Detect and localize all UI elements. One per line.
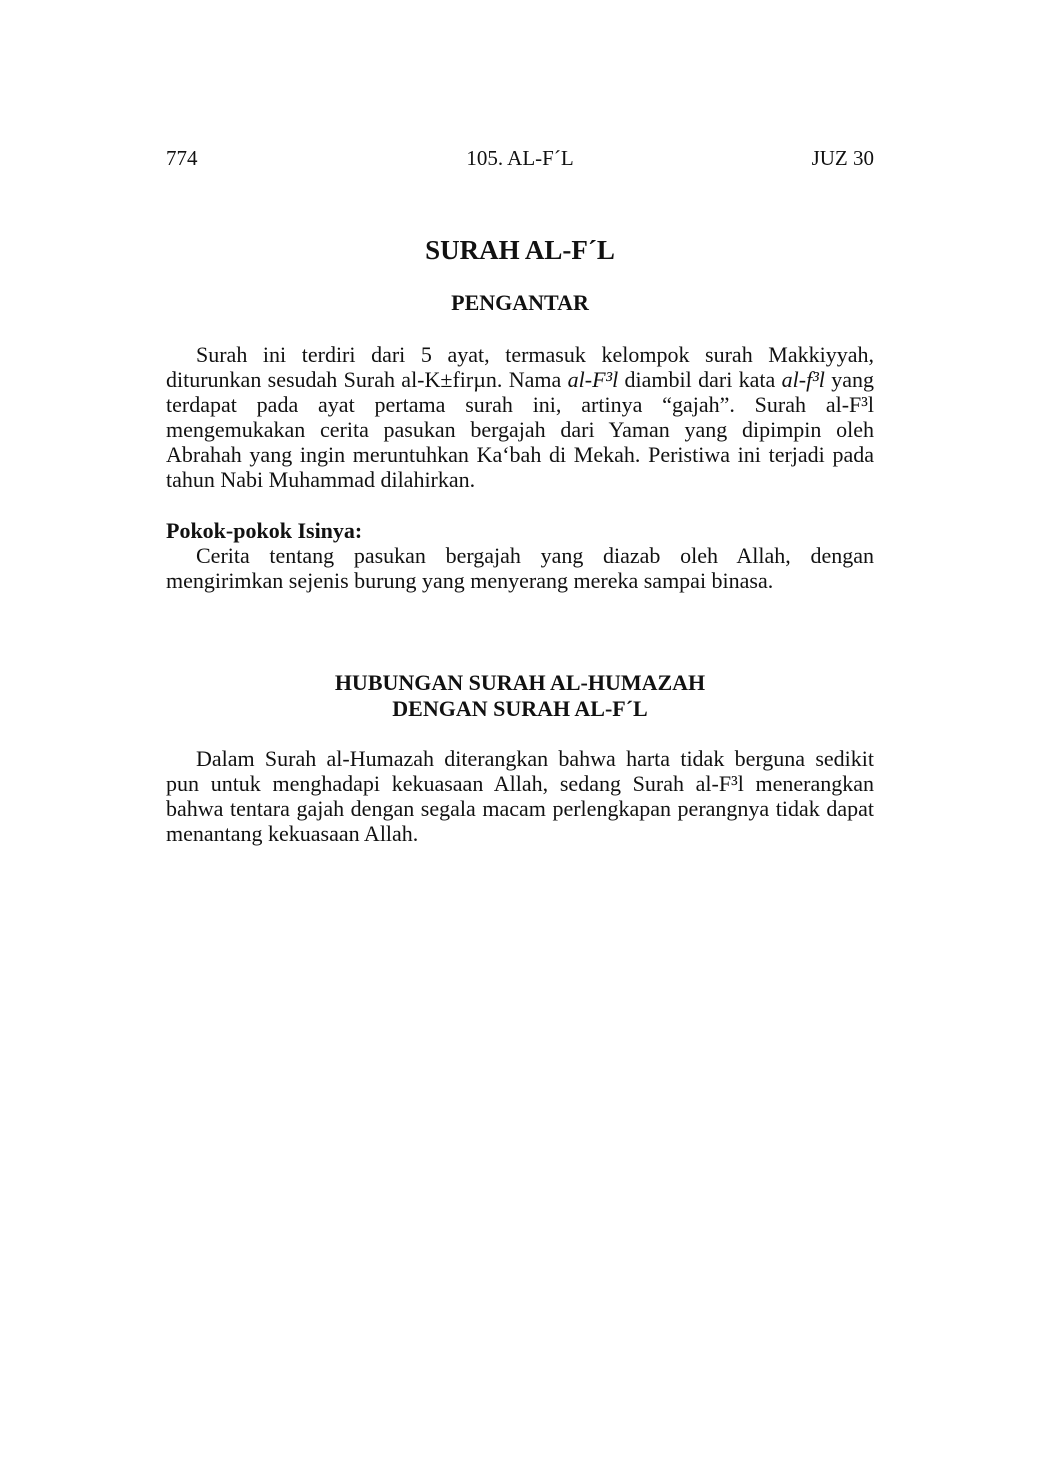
chapter-header: 105. AL-F´L <box>466 146 574 170</box>
intro-text-1: Surah ini terdiri dari 5 ayat, termasuk kelompok surah Makkiyyah, diturunkan sesudah Surah al-K±firµn. Nama <box>166 342 874 392</box>
contents-paragraph: Cerita tentang pasukan bergajah yang diazab oleh Allah, dengan mengirimkan sejenis burung yang menyerang mereka sampai binasa. <box>166 543 874 593</box>
running-header <box>166 143 874 173</box>
intro-italic-2: al-f³l <box>781 367 825 392</box>
contents-heading: Pokok-pokok Isinya: <box>166 518 363 543</box>
surah-title: SURAH AL-F´L <box>425 235 615 265</box>
relation-heading-line2: DENGAN SURAH AL-F´L <box>392 696 648 721</box>
intro-italic-1: al-F³l <box>567 367 619 392</box>
page-number: 774 <box>166 146 198 170</box>
intro-text-2: diambil dari kata <box>618 367 782 392</box>
relation-paragraph: Dalam Surah al-Humazah diterangkan bahwa harta tidak berguna sedikit pun untuk menghadapi kekuasaan Allah, sedang Surah al-F³l menerangkan bahwa tentara gajah dengan segala macam perlengkapan perangnya tidak dapat menantang kekuasaan Allah. <box>166 746 874 846</box>
relation-heading-line1: HUBUNGAN SURAH AL-HUMAZAH <box>334 670 706 695</box>
intro-paragraph <box>166 342 874 492</box>
juz-label: JUZ 30 <box>811 146 874 170</box>
intro-text-3: yang terdapat pada ayat pertama surah ini, artinya “gajah”. Surah al-F³l mengemukakan cerita pasukan bergajah dari Yaman yang dipimpin oleh Abrahah yang ingin meruntuhkan Ka‘bah di Mekah. Peristiwa ini terjadi pada tahun Nabi Muhammad dilahirkan. <box>166 367 875 492</box>
intro-heading: PENGANTAR <box>451 290 589 315</box>
